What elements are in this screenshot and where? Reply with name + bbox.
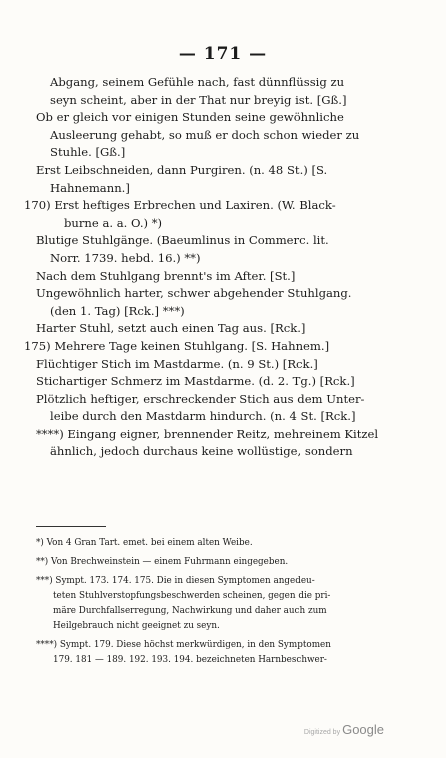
text-line: Ungewöhnlich harter, schwer abgehender Stuhlgang. [36, 286, 352, 301]
footnote-line: *) Von 4 Gran Tart. emet. bei einem alten Weibe. [36, 538, 253, 548]
text-line: Ob er gleich vor einigen Stunden seine gewöhnliche [36, 110, 344, 125]
text-line: 175) Mehrere Tage keinen Stuhlgang. [S. Hahnem.] [24, 338, 330, 353]
footnote-line: ****) Sympt. 179. Diese höchst merkwürdigen, in den Symptomen [36, 640, 331, 650]
text-line: Norr. 1739. hebd. 16.) **) [50, 250, 201, 265]
text-line: leibe durch den Mastdarm hindurch. (n. 4 St. [Rck.] [50, 409, 356, 424]
text-line: Harter Stuhl, setzt auch einen Tag aus. [Rck.] [36, 321, 306, 336]
footnote [36, 536, 396, 551]
text-line: Hahnemann.] [50, 180, 130, 195]
text-line: burne a. a. O.) *) [64, 215, 163, 230]
text-line: Stichartiger Schmerz im Mastdarme. (d. 2. Tg.) [Rck.] [36, 374, 355, 389]
text-line: seyn scheint, aber in der That nur breyig ist. [Gß.] [50, 92, 347, 107]
text-line: Abgang, seinem Gefühle nach, fast dünnflüssig zu [50, 75, 345, 89]
text-line: Nach dem Stuhlgang brennt's im After. [St.] [36, 268, 296, 283]
text-line: Ausleerung gehabt, so muß er doch schon wieder zu [50, 127, 360, 142]
main-text [24, 74, 386, 461]
footnotes [36, 536, 396, 672]
footnote-line: **) Von Brechweinstein — einem Fuhrmann eingegeben. [36, 557, 289, 567]
text-line: (den 1. Tag) [Rck.] ***) [50, 303, 185, 318]
text-line: Blutige Stuhlgänge. (Baeumlinus in Commerc. lit. [36, 233, 329, 248]
text-line: Erst Leibschneiden, dann Purgiren. (n. 48 St.) [S. [36, 162, 328, 177]
text-line: Stuhle. [Gß.] [50, 145, 126, 160]
google-logo: Google [342, 722, 384, 737]
digitized-watermark [304, 722, 384, 737]
page-number: — 171 — [178, 44, 268, 64]
text-line: 170) Erst heftiges Erbrechen und Laxiren. (W. Black- [24, 198, 336, 213]
footnote-divider [36, 526, 106, 527]
footnote-line: 179. 181 — 189. 192. 193. 194. bezeichneten Harnbeschwer- [53, 655, 327, 665]
footnote-line: teten Stuhlverstopfungsbeschwerden scheinen, gegen die pri- [53, 591, 331, 601]
footnote-line: märe Durchfallserregung, Nachwirkung und daher auch zum [53, 606, 327, 616]
footnote-line: ***) Sympt. 173. 174. 175. Die in diesen Symptomen angedeu- [36, 576, 315, 586]
text-line: ****) Eingang eigner, brennender Reitz, mehreinem Kitzel [36, 426, 379, 441]
text-line: Plötzlich heftiger, erschreckender Stich aus dem Unter- [36, 391, 365, 406]
footnote [36, 574, 396, 634]
text-line: Flüchtiger Stich im Mastdarme. (n. 9 St.) [Rck.] [36, 356, 318, 371]
footnote [36, 555, 396, 570]
footnote-line: Heilgebrauch nicht geeignet zu seyn. [53, 621, 220, 631]
watermark-prefix: Digitized by [303, 729, 341, 736]
footnote [36, 638, 396, 668]
text-line: ähnlich, jedoch durchaus keine wollüstige, sondern [50, 444, 353, 459]
